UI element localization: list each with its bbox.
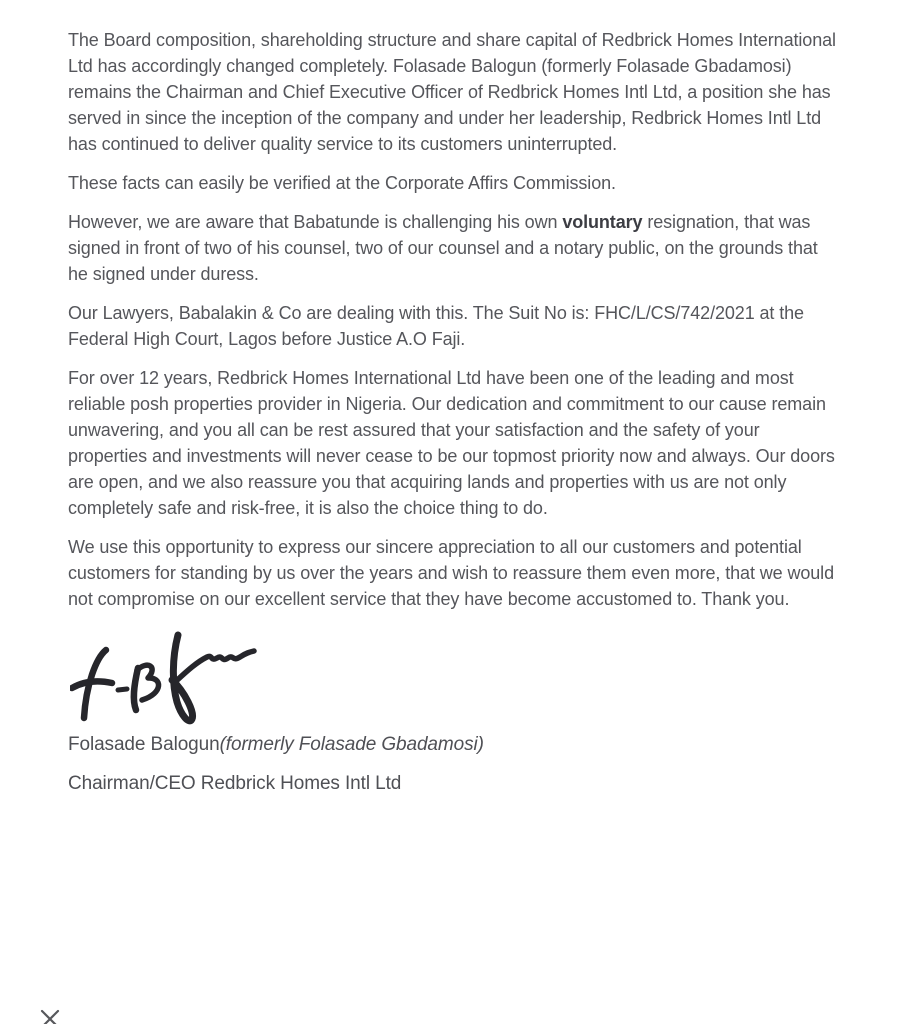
- paragraph-resignation-text-before: However, we are aware that Babatunde is challenging his own: [68, 212, 563, 232]
- paragraph-appreciation: We use this opportunity to express our sincere appreciation to all our customers and potential customers for standing by us over the years and wish to reassure them even more, that we would not compromise on our excellent service that they have become accustomed to. Thank you.: [68, 537, 834, 609]
- voluntary-bold-text: voluntary: [562, 212, 643, 232]
- paragraph-board-composition: The Board composition, shareholding structure and share capital of Redbrick Homes International Ltd has accordingly changed completely. Folasade Balogun (formerly Folasade Gbadamosi) remains the Chairman and Chief Executive Officer of Redbrick Homes Intl Ltd, a position she has served in since the inception of the company and under her leadership, Redbrick Homes Intl Ltd has continued to deliver quality service to its customers uninterrupted.: [68, 30, 836, 154]
- letter-body: [68, 27, 840, 810]
- paragraph-cac-verification: These facts can easily be verified at the Corporate Affirs Commission.: [68, 173, 616, 193]
- signature-block: [68, 630, 840, 732]
- signatory-title: Chairman/CEO Redbrick Homes Intl Ltd: [68, 773, 402, 794]
- paragraph-lawyers-suit: Our Lawyers, Babalakin & Co are dealing with this. The Suit No is: FHC/L/CS/742/2021 at the Federal High Court, Lagos before Justice A.O Faji.: [68, 303, 804, 349]
- signatory-name: Folasade Balogun: [68, 734, 220, 755]
- paragraph-resignation-text-after: resignation, that was signed in front of two of his counsel, two of our counsel and a notary public, on the grounds that he signed under duress.: [68, 212, 818, 284]
- paragraph-resignation-challenge: [68, 209, 840, 287]
- close-icon[interactable]: [40, 1009, 60, 1024]
- paragraph-company-assurance: For over 12 years, Redbrick Homes International Ltd have been one of the leading and most reliable posh properties provider in Nigeria. Our dedication and commitment to our cause remain unwavering, and you all can be rest assured that your satisfaction and the safety of your properties and investments will never cease to be our topmost priority now and always. Our doors are open, and we also reassure you that acquiring lands and properties with us are not only completely safe and risk-free, it is also the choice thing to do.: [68, 368, 835, 518]
- signatory-name-line: [68, 732, 840, 758]
- signatory-former-name: (formerly Folasade Gbadamosi): [219, 734, 484, 755]
- handwritten-signature-icon: [70, 630, 260, 730]
